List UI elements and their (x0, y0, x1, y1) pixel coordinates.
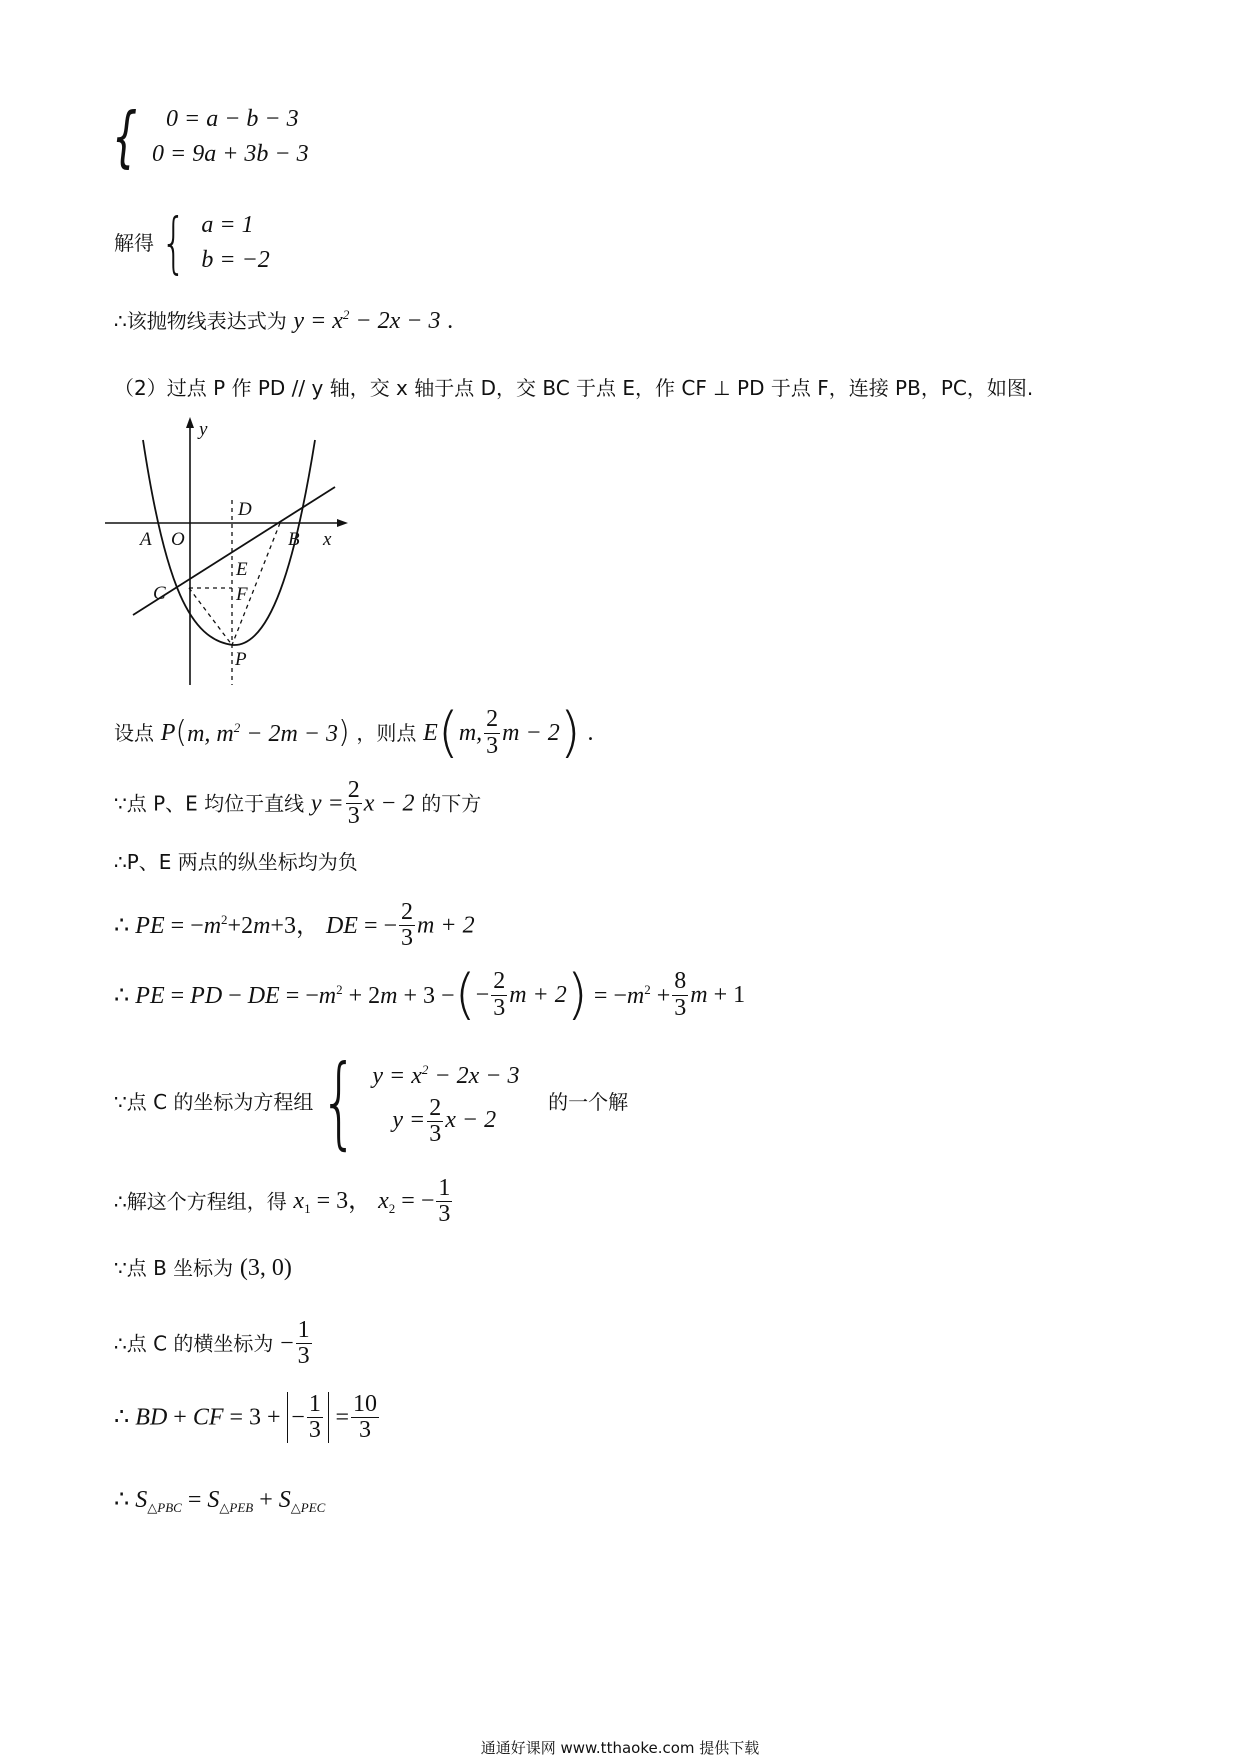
label-F: F (236, 584, 248, 605)
equation-2: 0 = 9a + 3b − 3 (152, 140, 309, 167)
parabola-expression-line: ∴该抛物线表达式为 $y = x^2 - 2x - 3$ . (114, 307, 454, 334)
label-B: B (288, 529, 300, 550)
solve-system-line: ∴解这个方程组，得 $x_1 = 3$， $x_2$ = − $\frac{1}{3}$ (114, 1175, 451, 1228)
label-C: C (153, 583, 166, 604)
step-2-text: （2）过点 P 作 PD // y 轴，交 x 轴于点 D，交 BC 于点 E，作 CF ⊥ PD 于点 F，连接 PB，PC，如图. (114, 376, 1034, 400)
solve-label: 解得 (114, 230, 154, 255)
area-line: ∴ $S_{\triangle PBC} = S_{\triangle PEB} + S_{\triangle PEC}$ (114, 1487, 326, 1515)
solution-b: b = −2 (201, 246, 270, 273)
parabola-figure (105, 415, 365, 690)
label-D: D (238, 499, 252, 520)
set-point-line: 设点 P(m, $m^2 - 2m - 3$) ，则点 E(m, $\frac{2}{3}$ m − 2) . (114, 701, 594, 764)
because-line-1: ∵点 P、E 均位于直线 y = $\frac{2}{3}$ x − 2 的下方 (114, 777, 482, 830)
label-E: E (236, 559, 248, 580)
equation-1: 0 = a − b − 3 (166, 106, 299, 132)
solution-a: a = 1 (201, 212, 254, 238)
label-P: P (235, 649, 247, 670)
parabola-suffix: . (447, 308, 454, 334)
pe-de-line: ∴ PE = $-m^2+2m+3$， DE = − $\frac{2}{3}$ m + 2 (114, 899, 475, 952)
because-line-2: ∵点 C 的坐标为方程组 { $y = x^2 - 2x - 3$ y = $\frac{2}{3}$ x − 2 的一个解 (114, 1043, 629, 1160)
label-A: A (140, 529, 152, 550)
bd-cf-line: ∴ BD + CF = 3 + − $\frac{1}{3}$ = $\frac{10}{3}$ (114, 1391, 378, 1444)
because-B-line: ∵点 B 坐标为 (3, 0) (114, 1255, 292, 1281)
label-O: O (171, 529, 185, 550)
label-x: x (323, 529, 332, 550)
pe-calc-line: ∴ PE = PD − DE = $-m^2 + 2m + 3$ −(− $\frac{2}{3}$ $m + 2) = -m^2$ + $\frac{8}{3}$ m + 1 (114, 963, 746, 1026)
equation-system-1: { 0 = a − b − 3 0 = 9a + 3b − 3 (112, 97, 309, 175)
therefore-C-line: ∴点 C 的横坐标为 − $\frac{1}{3}$ (114, 1317, 310, 1370)
label-y: y (199, 419, 208, 440)
parabola-prefix: ∴该抛物线表达式为 (114, 309, 287, 333)
therefore-line-1: ∴P、E 两点的纵坐标均为负 (114, 850, 358, 874)
solution-system: 解得 { a = 1 b = −2 (114, 203, 270, 281)
page-footer: 通通好课网 www.tthaoke.com 提供下载 (480, 1739, 760, 1757)
